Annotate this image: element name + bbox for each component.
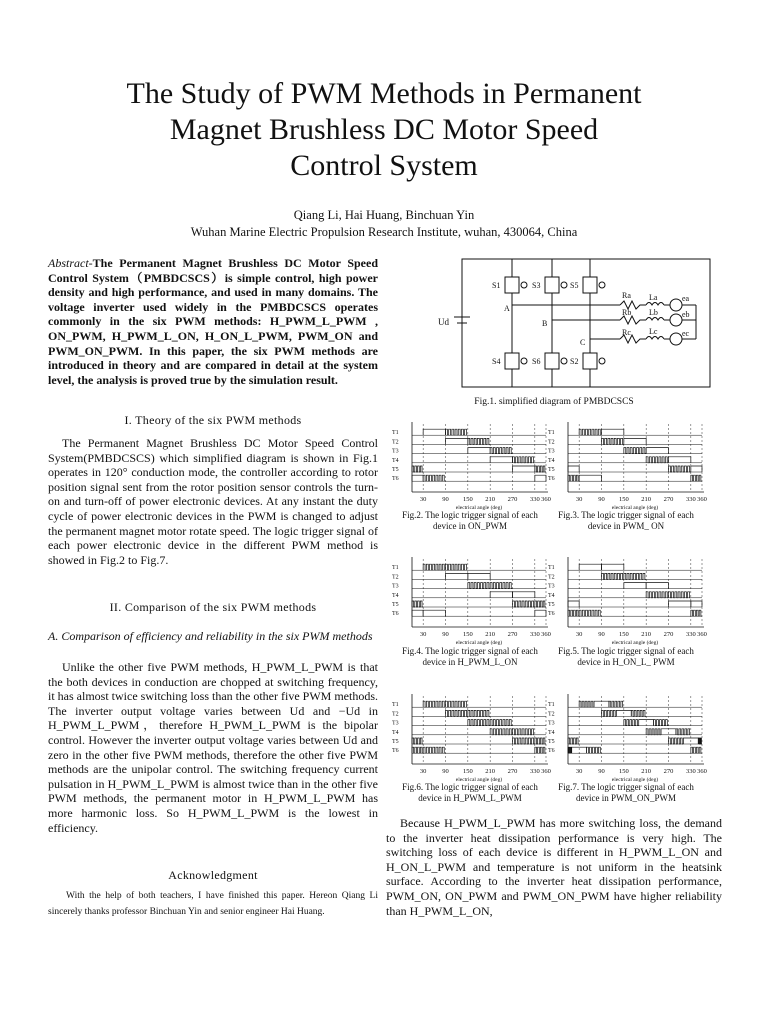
on-segment bbox=[535, 610, 546, 616]
row-label: T5 bbox=[548, 602, 555, 608]
pwm-segment bbox=[624, 448, 646, 454]
s5-label: S5 bbox=[570, 281, 579, 290]
x-tick-label: 90 bbox=[442, 496, 449, 503]
pwm-segment bbox=[646, 729, 661, 735]
x-tick-label: 270 bbox=[663, 496, 674, 503]
switch-s3 bbox=[545, 277, 559, 293]
x-tick-label: 210 bbox=[641, 631, 652, 638]
caption-line: device in H_ON_L_ PWM bbox=[577, 657, 675, 667]
caption-line: Fig.7. The logic trigger signal of each bbox=[558, 782, 694, 792]
row-label: T5 bbox=[392, 739, 399, 745]
pwm-segment bbox=[568, 747, 572, 753]
row-label: T1 bbox=[392, 565, 399, 572]
abstract-text: The Permanent Magnet Brushless DC Motor Speed Control System（PMBDCSCS）is simple control, high power density and high performance, and used in many domains. The voltage inverter used widely in the PMBDCSCS operates commonly in the six PWM methods: H_PWM_L_PWM , ON_PWM, H_PWM_L_ON, H_ON_L_PWM, PWM_ON and PWM_ON_PWM. In this paper, the six PWM methods are introduced in theory and are compared in detail at the system level, the analysis is proved true by the simulation result. bbox=[48, 256, 378, 387]
pwm-segment bbox=[446, 429, 468, 435]
on-segment bbox=[412, 610, 423, 616]
x-tick-label: 270 bbox=[663, 768, 674, 775]
pwm-segment bbox=[535, 738, 546, 744]
x-tick-label: 30 bbox=[419, 496, 427, 503]
on-segment bbox=[513, 466, 535, 472]
timing-figure-4 bbox=[390, 555, 551, 646]
row-label: T5 bbox=[548, 467, 555, 473]
pwm-segment bbox=[490, 583, 512, 589]
x-tick-label: 330 bbox=[529, 496, 540, 503]
row-label: T4 bbox=[548, 592, 555, 599]
pwm-segment bbox=[490, 720, 512, 726]
section2-paragraph: Unlike the other five PWM methods, H_PWM_L_PWM is that the both devices in conduction are chopped at switching frequency, it has almost twice switching loss than the other five PWM methods. The inverter output voltage varies between Ud and −Ud in H_PWM_L_PWM，therefore H_PWM_L_PWM is the bipolar control. However the inverter output voltage varies between Ud and zero in the other five PWM methods, therefore the other five PWM methods are the unipolar control. The switching frequency current pulsation in H_PWM_L_PWM is almost twice than in the other five PWM methods, the permanent motor in H_PWM_L_PWM has more harmonic loss. So H_PWM_L_PWM is the lowest in efficiency. bbox=[48, 660, 378, 835]
pwm-segment bbox=[676, 729, 691, 735]
x-tick-label: 30 bbox=[419, 631, 427, 638]
row-label: T3 bbox=[392, 720, 399, 727]
row-label: T4 bbox=[548, 457, 555, 464]
row-label: T3 bbox=[548, 448, 555, 455]
section1-heading: I. Theory of the six PWM methods bbox=[124, 413, 302, 427]
pwm-segment bbox=[513, 601, 535, 607]
x-tick-label: 360 bbox=[541, 631, 551, 638]
row-label: T6 bbox=[392, 748, 399, 755]
caption-line: device in PWM_ ON bbox=[587, 521, 665, 531]
on-segment bbox=[669, 601, 691, 607]
inverter-legs bbox=[505, 259, 605, 387]
pwm-segment bbox=[490, 448, 512, 454]
caption-line: device in H_PWM_L_PWM bbox=[418, 793, 522, 803]
pwm-segment bbox=[513, 729, 535, 735]
x-tick-label: 150 bbox=[618, 496, 629, 503]
x-tick-label: 210 bbox=[485, 496, 496, 503]
s4-label: S4 bbox=[492, 357, 501, 366]
timing-caption-4 bbox=[382, 646, 558, 668]
s6-label: S6 bbox=[532, 357, 541, 366]
on-segment bbox=[423, 610, 445, 616]
row-label: T6 bbox=[548, 476, 555, 483]
on-segment bbox=[490, 457, 512, 463]
pwm-segment bbox=[468, 583, 490, 589]
pwm-segment bbox=[446, 701, 468, 707]
row-label: T6 bbox=[392, 611, 399, 618]
on-segment bbox=[568, 466, 579, 472]
eb-label: eb bbox=[682, 310, 690, 319]
la-label: La bbox=[649, 293, 658, 302]
pwm-segment bbox=[691, 475, 702, 481]
pwm-segment bbox=[423, 475, 445, 481]
x-axis-label: electrical angle (deg) bbox=[611, 777, 659, 783]
x-tick-label: 90 bbox=[598, 631, 605, 638]
pwm-segment bbox=[654, 720, 669, 726]
section2-body bbox=[48, 660, 378, 835]
row-label: T2 bbox=[548, 439, 555, 446]
x-tick-label: 330 bbox=[529, 631, 540, 638]
x-tick-label: 210 bbox=[485, 768, 496, 775]
pwm-segment bbox=[412, 738, 423, 744]
caption-line: Fig.3. The logic trigger signal of each bbox=[558, 510, 694, 520]
x-tick-label: 30 bbox=[575, 768, 583, 775]
ec-label: ec bbox=[682, 329, 690, 338]
pwm-segment bbox=[412, 466, 423, 472]
on-segment bbox=[624, 438, 646, 444]
figure1-caption: Fig.1. simplified diagram of PMBDCSCS bbox=[474, 397, 634, 407]
row-label: T1 bbox=[392, 702, 399, 709]
pwm-segment bbox=[412, 601, 423, 607]
x-tick-label: 330 bbox=[685, 496, 696, 503]
pwm-segment bbox=[513, 457, 535, 463]
switch-s6 bbox=[545, 353, 559, 369]
row-label: T1 bbox=[392, 430, 399, 437]
row-label: T3 bbox=[548, 583, 555, 590]
row-label: T4 bbox=[392, 457, 399, 464]
row-label: T5 bbox=[392, 467, 399, 473]
x-tick-label: 90 bbox=[442, 768, 449, 775]
on-segment bbox=[513, 592, 535, 598]
on-segment bbox=[446, 573, 468, 579]
caption-line: Fig.2. The logic trigger signal of each bbox=[402, 510, 538, 520]
pwm-segment bbox=[609, 701, 624, 707]
pwm-segment bbox=[579, 701, 594, 707]
x-tick-label: 360 bbox=[541, 768, 551, 775]
x-tick-label: 150 bbox=[462, 631, 473, 638]
abstract-label: Abstract- bbox=[48, 256, 93, 270]
pwm-segment bbox=[568, 475, 579, 481]
pwm-segment bbox=[669, 738, 684, 744]
switch-s5 bbox=[583, 277, 597, 293]
caption-line: device in ON_PWM bbox=[433, 521, 507, 531]
row-label: T1 bbox=[548, 565, 555, 572]
caption-line: device in PWM_ON_PWM bbox=[576, 793, 676, 803]
pwm-segment bbox=[602, 710, 617, 716]
pwm-segment bbox=[624, 573, 646, 579]
row-label: T2 bbox=[392, 574, 399, 581]
right-paragraph: Because H_PWM_L_PWM has more switching loss, the demand to the inverter heat dissipation performance is very high. The switching loss of each device is different in H_PWM_L_ON and H_ON_L_PWM and temperature is not uniform in the heatsink surface. According to the inverter heat dissipation performance, PWM_ON, ON_PWM and PWM_ON_PWM have higher reliability than H_PWM_L_ON, bbox=[386, 816, 722, 918]
pwm-segment bbox=[602, 573, 624, 579]
section2-heading: II. Comparison of the six PWM methods bbox=[109, 600, 317, 614]
pwm-segment bbox=[646, 457, 668, 463]
x-axis-label: electrical angle (deg) bbox=[611, 505, 659, 511]
ea-label: ea bbox=[682, 294, 690, 303]
x-tick-label: 360 bbox=[697, 768, 707, 775]
abstract bbox=[48, 256, 378, 387]
pwm-segment bbox=[513, 738, 535, 744]
row-label: T2 bbox=[548, 574, 555, 581]
pwm-segment bbox=[568, 738, 579, 744]
x-tick-label: 330 bbox=[685, 631, 696, 638]
on-segment bbox=[412, 475, 423, 481]
rc-label: Rc bbox=[622, 328, 631, 337]
row-label: T3 bbox=[392, 583, 399, 590]
pwm-segment bbox=[602, 438, 624, 444]
timing-caption-5 bbox=[538, 646, 714, 668]
title-line-2: Magnet Brushless DC Motor Speed bbox=[169, 113, 599, 146]
pwm-segment bbox=[535, 466, 546, 472]
pwm-segment bbox=[423, 701, 445, 707]
pwm-segment bbox=[646, 592, 668, 598]
on-segment bbox=[602, 429, 624, 435]
pwm-segment bbox=[568, 610, 579, 616]
pwm-segment bbox=[579, 610, 601, 616]
timing-figure-5 bbox=[546, 555, 707, 646]
row-label: T3 bbox=[392, 448, 399, 455]
x-tick-label: 270 bbox=[507, 496, 518, 503]
x-tick-label: 360 bbox=[541, 496, 551, 503]
pwm-segment bbox=[631, 710, 646, 716]
node-a-label: A bbox=[504, 304, 510, 313]
x-tick-label: 90 bbox=[442, 631, 449, 638]
on-segment bbox=[468, 573, 490, 579]
x-tick-label: 360 bbox=[697, 631, 707, 638]
pwm-segment bbox=[412, 747, 423, 753]
pwm-segment bbox=[669, 592, 691, 598]
pwm-segment bbox=[468, 438, 490, 444]
s1-label: S1 bbox=[492, 281, 501, 290]
pwm-segment bbox=[691, 610, 702, 616]
pwm-segment bbox=[691, 747, 702, 753]
row-label: T6 bbox=[548, 748, 555, 755]
caption-line: Fig.4. The logic trigger signal of each bbox=[402, 646, 538, 656]
row-label: T5 bbox=[392, 602, 399, 608]
row-label: T1 bbox=[548, 702, 555, 709]
pwm-segment bbox=[535, 601, 546, 607]
row-label: T6 bbox=[392, 476, 399, 483]
pwm-segment bbox=[587, 747, 602, 753]
x-tick-label: 30 bbox=[419, 768, 427, 775]
on-segment bbox=[646, 583, 668, 589]
pwm-segment bbox=[669, 466, 691, 472]
switch-s4 bbox=[505, 353, 519, 369]
x-tick-label: 330 bbox=[529, 768, 540, 775]
on-segment bbox=[446, 438, 468, 444]
x-tick-label: 270 bbox=[507, 631, 518, 638]
row-label: T2 bbox=[392, 439, 399, 446]
switch-s1 bbox=[505, 277, 519, 293]
pwm-segment bbox=[698, 738, 702, 744]
section1-body bbox=[48, 436, 378, 567]
caption-line: device in H_PWM_L_ON bbox=[422, 657, 518, 667]
ra-label: Ra bbox=[622, 291, 631, 300]
pwm-segment bbox=[423, 747, 445, 753]
lc-label: Lc bbox=[649, 327, 658, 336]
row-label: T2 bbox=[392, 711, 399, 718]
x-tick-label: 210 bbox=[485, 631, 496, 638]
motor-phases bbox=[620, 299, 696, 345]
row-label: T4 bbox=[392, 592, 399, 599]
caption-line: Fig.6. The logic trigger signal of each bbox=[402, 782, 538, 792]
x-tick-label: 150 bbox=[462, 768, 473, 775]
on-segment bbox=[490, 592, 512, 598]
ack-heading: Acknowledgment bbox=[168, 868, 258, 882]
timing-figure-6 bbox=[390, 692, 551, 783]
ud-label: Ud bbox=[438, 317, 449, 327]
row-label: T1 bbox=[548, 430, 555, 437]
x-tick-label: 30 bbox=[575, 496, 583, 503]
authors: Qiang Li, Hai Huang, Binchuan Yin bbox=[293, 208, 475, 222]
x-tick-label: 90 bbox=[598, 768, 605, 775]
on-segment bbox=[691, 601, 702, 607]
s3-label: S3 bbox=[532, 281, 541, 290]
timing-figure-7 bbox=[546, 692, 707, 783]
pwm-segment bbox=[423, 564, 445, 570]
timing-figure-3 bbox=[546, 420, 707, 511]
pwm-segment bbox=[468, 710, 490, 716]
timing-figure-2 bbox=[390, 420, 551, 511]
subsection-a-heading: A. Comparison of efficiency and reliability in the six PWM methods bbox=[48, 629, 373, 643]
x-tick-label: 270 bbox=[507, 768, 518, 775]
pwm-segment bbox=[624, 720, 639, 726]
pwm-segment bbox=[490, 729, 512, 735]
s2-label: S2 bbox=[570, 357, 579, 366]
row-label: T2 bbox=[548, 711, 555, 718]
on-segment bbox=[535, 475, 546, 481]
on-segment bbox=[423, 429, 445, 435]
x-axis-label: electrical angle (deg) bbox=[455, 640, 503, 646]
timing-caption-3 bbox=[538, 510, 714, 532]
x-tick-label: 210 bbox=[641, 768, 652, 775]
x-tick-label: 330 bbox=[685, 768, 696, 775]
paper-title bbox=[0, 76, 768, 184]
x-axis-label: electrical angle (deg) bbox=[455, 505, 503, 511]
x-tick-label: 360 bbox=[697, 496, 707, 503]
row-label: T4 bbox=[392, 729, 399, 736]
pwm-segment bbox=[468, 720, 490, 726]
figure1-circuit bbox=[400, 255, 720, 390]
right-column-body bbox=[386, 816, 722, 918]
on-segment bbox=[602, 564, 624, 570]
row-label: T6 bbox=[548, 611, 555, 618]
affiliation: Wuhan Marine Electric Propulsion Research Institute, wuhan, 430064, China bbox=[190, 225, 578, 239]
timing-caption-7 bbox=[538, 782, 714, 804]
timing-caption-6 bbox=[382, 782, 558, 804]
x-tick-label: 30 bbox=[575, 631, 583, 638]
switch-s2 bbox=[583, 353, 597, 369]
on-segment bbox=[691, 466, 702, 472]
x-tick-label: 150 bbox=[618, 768, 629, 775]
on-segment bbox=[579, 475, 601, 481]
x-tick-label: 270 bbox=[663, 631, 674, 638]
timing-caption-2 bbox=[382, 510, 558, 532]
node-b-label: B bbox=[542, 319, 548, 328]
on-segment bbox=[646, 448, 668, 454]
ack-text: With the help of both teachers, I have finished this paper. Hereon Qiang Li sincerely thanks professor Binchuan Yin and senior engineer Hai Huang. bbox=[48, 891, 378, 917]
on-segment bbox=[468, 448, 490, 454]
x-tick-label: 90 bbox=[598, 496, 605, 503]
row-label: T5 bbox=[548, 739, 555, 745]
on-segment bbox=[624, 583, 646, 589]
x-axis-label: electrical angle (deg) bbox=[611, 640, 659, 646]
lb-label: Lb bbox=[649, 308, 658, 317]
title-line-3: Control System bbox=[290, 149, 478, 182]
on-segment bbox=[669, 457, 691, 463]
x-tick-label: 210 bbox=[641, 496, 652, 503]
on-segment bbox=[579, 564, 601, 570]
node-c-label: C bbox=[580, 338, 586, 347]
pwm-segment bbox=[446, 564, 468, 570]
pwm-segment bbox=[535, 747, 546, 753]
row-label: T3 bbox=[548, 720, 555, 727]
x-axis-label: electrical angle (deg) bbox=[455, 777, 503, 783]
x-tick-label: 150 bbox=[618, 631, 629, 638]
rb-label: Rb bbox=[622, 308, 632, 317]
on-segment bbox=[568, 601, 579, 607]
x-tick-label: 150 bbox=[462, 496, 473, 503]
title-line-1: The Study of PWM Methods in Permanent bbox=[126, 77, 642, 110]
row-label: T4 bbox=[548, 729, 555, 736]
pwm-segment bbox=[579, 429, 601, 435]
pwm-segment bbox=[446, 710, 468, 716]
caption-line: Fig.5. The logic trigger signal of each bbox=[558, 646, 694, 656]
section1-paragraph: The Permanent Magnet Brushless DC Motor Speed Control System(PMBDCSCS) which simplified diagram is shown in Fig.1 operates in 120° conduction mode, the controller according to rotor position signal sent from the rotor position sensor controls the turn-on and turn-off of power electronic devices. At any instant the duty cycle of power electronic devices in the PWM is changed to adjust the permanent magnet motor rotate speed. The logic trigger signal of each power electronic device in the different PWM method is showed in Fig.2 to Fig.7. bbox=[48, 436, 379, 567]
